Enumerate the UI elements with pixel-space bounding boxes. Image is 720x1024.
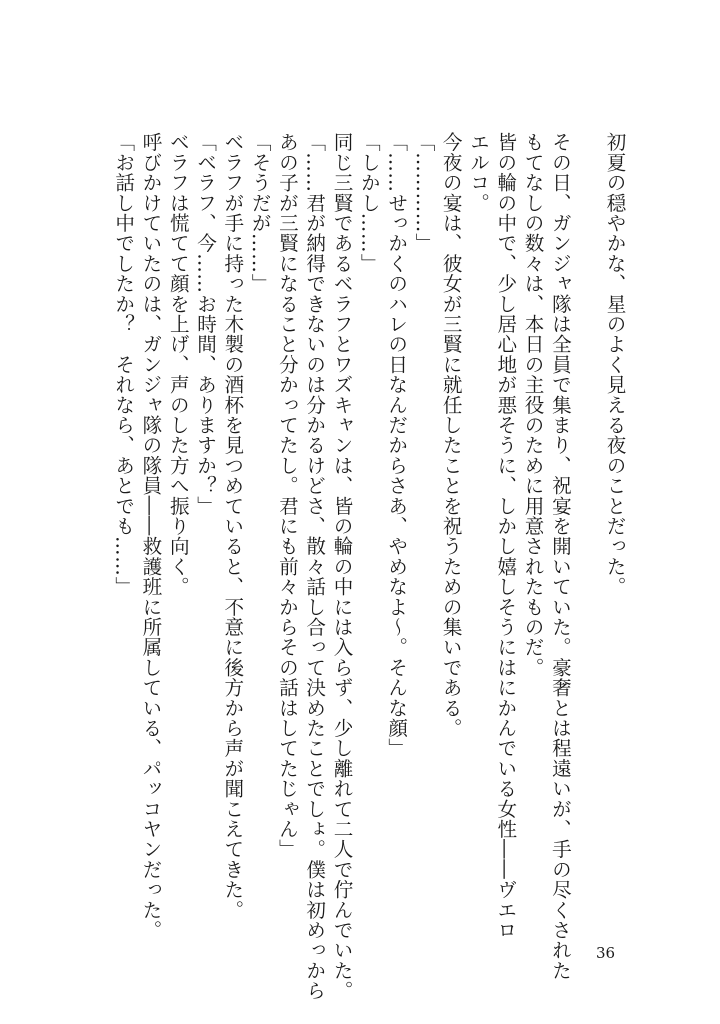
- text-line: その日、ガンジャ隊は全員で集まり、祝宴を開いていた。豪奢とは程遠いが、手の尽くされた: [548, 132, 572, 981]
- text-line: 今夜の宴は、彼女が三賢に就任したことを祝うための集いである。: [439, 132, 463, 738]
- text-line: あの子が三賢になること分かってたし。君にも前々からその話はしてたじゃん」: [275, 132, 299, 860]
- text-line: 「ベラフ、今……お時間、ありますか？」: [193, 132, 217, 516]
- text-line: 同じ三賢であるベラフとワズキャンは、皆の輪の中には入らず、少し離れて二人で佇んでいた。: [330, 132, 354, 1001]
- text-line: ベラフが手に持った木製の酒杯を見つめていると、不意に後方から声が聞こえてきた。: [220, 132, 244, 920]
- text-line: 「お話し中でしたか？ それなら、あとでも……」: [111, 132, 135, 597]
- text-line: 「……せっかくのハレの日なんだからさあ、やめなよ～。そんな顔」: [384, 132, 408, 759]
- text-line: エルコ。: [466, 132, 490, 213]
- text-line: 「……君が納得できないのは分かるけどさ、散々話し合って決めたことでしょ。僕は初めっから: [302, 132, 326, 1001]
- text-line: 「そうだが……」: [248, 132, 272, 294]
- text-line: 皆の輪の中で、少し居心地が悪そうに、しかし嬉しそうにはにかんでいる女性――ヴエロ: [493, 132, 517, 940]
- blank-line: [573, 132, 600, 912]
- text-line: 呼びかけていたのは、ガンジャ隊の隊員――救護班に所属している、パッコヤンだった。: [138, 132, 162, 940]
- page-number: 36: [596, 944, 616, 962]
- text-line: 「しかし……」: [357, 132, 381, 274]
- text-line: ベラフは慌てて顔を上げ、声のした方へ振り向く。: [166, 132, 190, 597]
- text-line: もてなしの数々は、本日の主役のために用意されたものだ。: [521, 132, 545, 678]
- text-line: 初夏の穏やかな、星のよく見える夜のことだった。: [603, 132, 626, 597]
- text-line: 「…………」: [411, 132, 435, 254]
